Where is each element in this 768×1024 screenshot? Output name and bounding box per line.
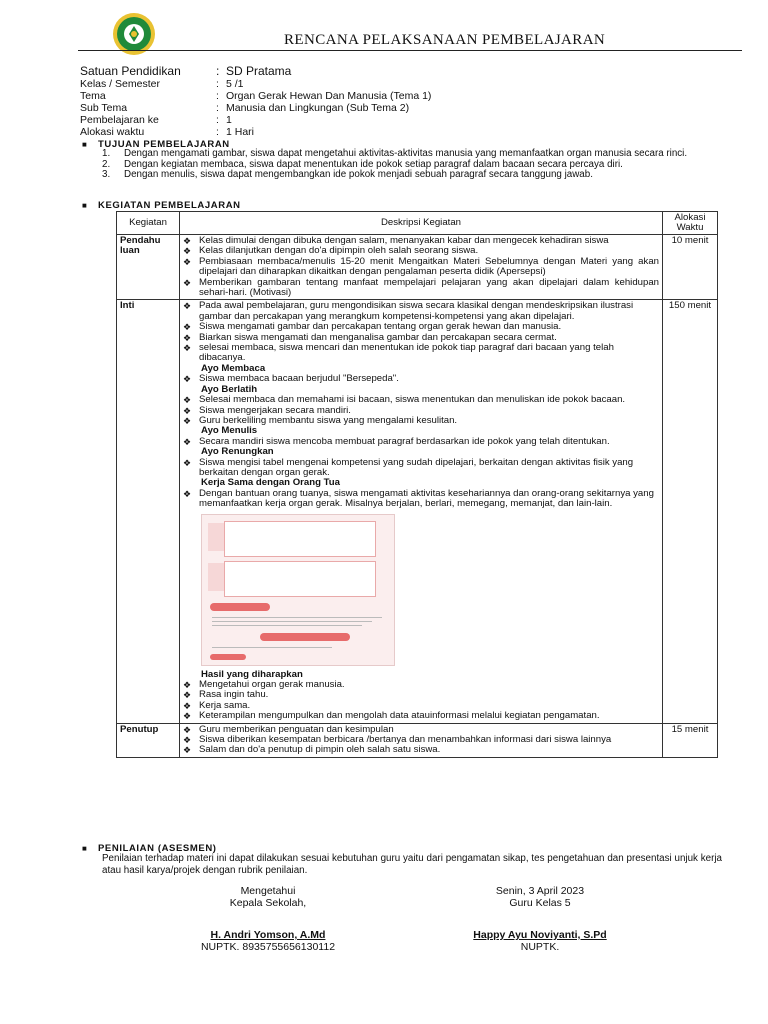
- stage-description: [180, 235, 663, 300]
- penilaian-heading: ■ PENILAIAN (ASESMEN): [82, 843, 217, 854]
- header-kegiatan: Kegiatan: [117, 212, 180, 235]
- diamond-bullet-icon: ❖: [183, 395, 192, 406]
- diamond-bullet-icon: ❖: [183, 343, 192, 354]
- table-row-pendahuluan: [117, 235, 718, 300]
- identity-block: [80, 64, 431, 138]
- diamond-bullet-icon: ❖: [183, 436, 192, 447]
- signatory-nuptk: NUPTK.: [520, 941, 560, 953]
- table-row-inti: [117, 300, 718, 723]
- list-item: ❖ Pada awal pembelajaran, guru mengondisikan siswa secara klasikal dengan mendeskripsikan ilustrasi gambar dan percakapan yang merangkum kompetensi-kompetensi yang akan dipelajari.: [183, 300, 634, 322]
- stage-alokasi: 15 menit: [663, 723, 718, 757]
- diamond-bullet-icon: ❖: [183, 374, 192, 385]
- subheading-hasil: Hasil yang diharapkan: [201, 668, 303, 680]
- list-item: ❖ Salam dan do'a penutup di pimpin oleh salah satu siswa.: [183, 744, 441, 756]
- textbook-page-image: [201, 514, 395, 666]
- list-item: ❖ Kerja sama.: [183, 699, 251, 711]
- list-item: ❖ Guru berkeliling membantu siswa yang mengalami kesulitan.: [183, 414, 458, 426]
- stage-alokasi: 150 menit: [663, 300, 718, 723]
- diamond-bullet-icon: ❖: [183, 457, 192, 468]
- list-item: ❖ Siswa mengamati gambar dan percakapan tentang organ gerak hewan dan manusia.: [183, 321, 562, 333]
- signature-right: Senin, 3 April 2023 Guru Kelas 5 Happy Ayu Noviyanti, S.Pd NUPTK.: [450, 885, 630, 953]
- signatory-nuptk: NUPTK. 8935755656130112: [200, 941, 336, 953]
- diamond-bullet-icon: ❖: [183, 679, 192, 690]
- diamond-bullet-icon: ❖: [183, 277, 192, 288]
- list-item: ❖ Selesai membaca dan memahami isi bacaan, siswa menentukan dan menuliskan ide pokok bacaan.: [183, 394, 626, 406]
- list-item: 2. Dengan kegiatan membaca, siswa dapat menentukan ide pokok setiap paragraf dalam bacaan secara percaya diri.: [102, 158, 623, 170]
- list-item: ❖ Guru memberikan penguatan dan kesimpulan: [183, 723, 394, 735]
- list-item: ❖ Dengan bantuan orang tuanya, siswa mengamati aktivitas kesehariannya dan orang-orang sekitarnya yang memanfaatkan kerja organ gerak. Misalnya berjalan, berlari, memegang, memanjat, dan lain-lain.: [183, 487, 654, 510]
- bullet-icon: ■: [82, 201, 88, 210]
- list-item: ❖ Mengetahui organ gerak manusia.: [183, 678, 345, 690]
- identity-row: Satuan Pendidikan : SD Pratama: [80, 64, 292, 78]
- list-item: 3. Dengan menulis, siswa dapat mengembangkan ide pokok menjadi sebuah paragraf secara tanggung jawab.: [102, 169, 593, 181]
- diamond-bullet-icon: ❖: [183, 236, 192, 246]
- diamond-bullet-icon: ❖: [183, 405, 192, 416]
- stage-alokasi: 10 menit: [663, 235, 718, 300]
- identity-row: Alokasi waktu : 1 Hari: [80, 126, 255, 138]
- subheading-ayo-renungkan: Ayo Renungkan: [201, 446, 274, 458]
- diamond-bullet-icon: ❖: [183, 735, 192, 745]
- diamond-bullet-icon: ❖: [183, 415, 192, 426]
- header-alokasi: Alokasi Waktu: [663, 212, 718, 235]
- list-item: ❖ selesai membaca, siswa mencari dan menentukan ide pokok tiap paragraf dari bacaan yang telah dibacanya.: [183, 342, 614, 364]
- list-item: ❖ Keterampilan mengumpulkan dan mengolah data atauinformasi melalui kegiatan pengamatan.: [183, 710, 600, 722]
- list-item: ❖ Kelas dilanjutkan dengan do'a dipimpin oleh salah seorang siswa.: [183, 245, 479, 257]
- identity-row: Pembelajaran ke : 1: [80, 114, 232, 126]
- diamond-bullet-icon: ❖: [183, 711, 192, 722]
- stage-label: Inti: [117, 300, 180, 723]
- list-item: ❖ Siswa mengisi tabel mengenai kompetensi yang sudah dipelajari, berkaitan dengan aktivitas fisik yang berkaitan dengan organ gerak.: [183, 456, 634, 478]
- list-item: ❖ Siswa diberikan kesempatan berbicara /bertanya dan menambahkan informasi dari siswa lainnya: [183, 734, 612, 745]
- diamond-bullet-icon: ❖: [183, 246, 192, 257]
- diamond-bullet-icon: ❖: [183, 745, 192, 756]
- table-row-penutup: [117, 723, 718, 757]
- subheading-ayo-menulis: Ayo Menulis: [201, 425, 258, 437]
- list-item: 1. Dengan mengamati gambar, siswa dapat mengetahui aktivitas-aktivitas manusia yang memanfaatkan organ manusia secara rinci.: [102, 148, 688, 159]
- list-item: ❖ Rasa ingin tahu.: [183, 689, 269, 701]
- identity-row: Sub Tema : Manusia dan Lingkungan (Sub Tema 2): [80, 102, 410, 114]
- bullet-icon: ■: [82, 844, 88, 853]
- diamond-bullet-icon: ❖: [183, 488, 192, 499]
- identity-row: Kelas / Semester : 5 /1: [80, 78, 244, 90]
- stage-description: [180, 300, 663, 723]
- list-item: ❖ Memberikan gambaran tentang manfaat mempelajari pelajaran yang akan dipelajari dalam kehidupan sehari-hari. (Motivasi): [183, 276, 659, 299]
- diamond-bullet-icon: ❖: [183, 322, 192, 333]
- list-item: ❖ Secara mandiri siswa mencoba membuat paragraf berdasarkan ide pokok yang telah ditentukan.: [183, 435, 610, 447]
- tujuan-heading: ■ TUJUAN PEMBELAJARAN: [82, 139, 230, 150]
- signature-left: Mengetahui Kepala Sekolah, H. Andri Yomson, A.Md NUPTK. 8935755656130112: [178, 885, 358, 953]
- identity-row: Tema : Organ Gerak Hewan Dan Manusia (Tema 1): [80, 90, 432, 102]
- activity-table: [116, 211, 718, 758]
- diamond-bullet-icon: ❖: [183, 256, 192, 267]
- list-item: ❖ Siswa membaca bacaan berjudul "Bersepeda".: [183, 373, 399, 385]
- signatory-name: Happy Ayu Noviyanti, S.Pd: [473, 929, 607, 941]
- diamond-bullet-icon: ❖: [183, 724, 192, 735]
- diamond-bullet-icon: ❖: [183, 332, 192, 343]
- subheading-kerja-sama: Kerja Sama dengan Orang Tua: [201, 477, 340, 489]
- signatory-name: H. Andri Yomson, A.Md: [210, 929, 326, 941]
- diamond-bullet-icon: ❖: [183, 301, 192, 312]
- kegiatan-heading: ■ KEGIATAN PEMBELAJARAN: [82, 200, 241, 211]
- list-item: ❖ Kelas dimulai dengan dibuka dengan salam, menanyakan kabar dan mengecek kehadiran siswa: [183, 235, 609, 246]
- subheading-ayo-membaca: Ayo Membaca: [201, 362, 266, 374]
- stage-label: Pendahu luan: [117, 235, 180, 300]
- bullet-icon: ■: [82, 140, 88, 149]
- tujuan-list: [102, 149, 722, 181]
- list-item: ❖ Biarkan siswa mengamati dan menganalisa gambar dan percakapan secara cermat.: [183, 331, 557, 343]
- subheading-ayo-berlatih: Ayo Berlatih: [201, 383, 258, 395]
- penilaian-text: Penilaian terhadap materi ini dapat dilakukan sesuai kebutuhan guru yaitu dari pengamatan sikap, tes pengetahuan dan presentasi unjuk kerja atau hasil karya/projek dengan rubrik penilaian.: [102, 853, 722, 876]
- stage-label: Penutup: [117, 723, 180, 757]
- diamond-bullet-icon: ❖: [183, 700, 192, 711]
- header-deskripsi: Deskripsi Kegiatan: [180, 212, 663, 235]
- diamond-bullet-icon: ❖: [183, 690, 192, 701]
- list-item: ❖ Siswa mengerjakan secara mandiri.: [183, 404, 351, 416]
- document-title: RENCANA PELAKSANAAN PEMBELAJARAN: [284, 32, 606, 48]
- table-header-row: [117, 212, 718, 235]
- header-divider: [78, 50, 742, 51]
- stage-description: [180, 723, 663, 757]
- list-item: ❖ Pembiasaan membaca/menulis 15-20 menit Mengaitkan Materi Sebelumnya dengan Materi yang akan dipelajari dan diharapkan dikaitkan dengan pengalaman peserta didik (Apersepsi): [183, 255, 659, 278]
